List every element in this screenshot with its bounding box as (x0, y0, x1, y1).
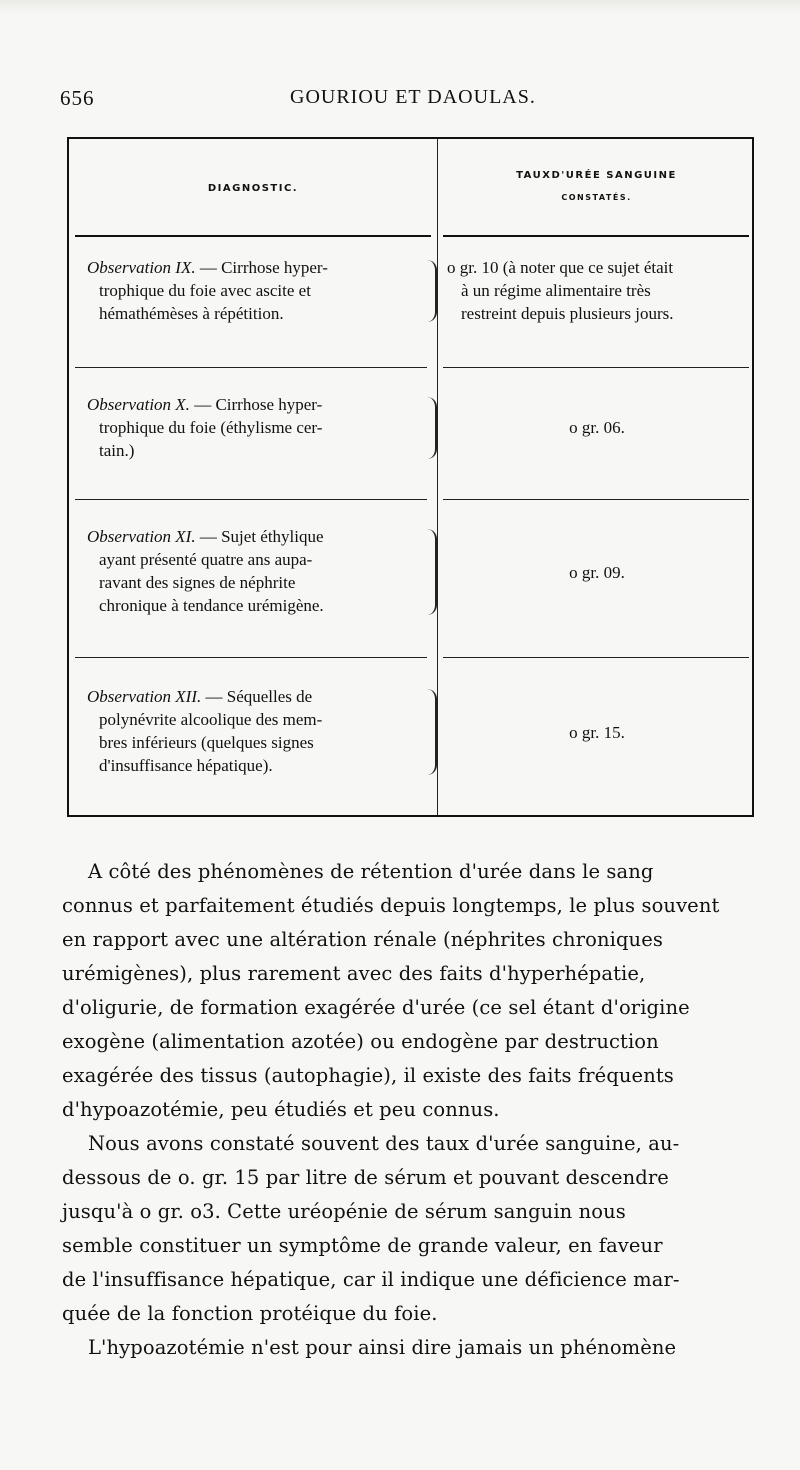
diagnostic-line: polynévrite alcoolique des mem- (99, 710, 323, 729)
diagnostic-line: chronique à tendance urémigène. (99, 596, 324, 615)
body-text (62, 855, 767, 1365)
brace (425, 529, 437, 615)
row-rule-left (75, 367, 427, 368)
diagnostic-line: trophique du foie (éthylisme cer- (99, 418, 323, 437)
text-line: quée de la fonction protéique du foie. (62, 1302, 438, 1325)
row-rule-right (443, 367, 749, 368)
header-rule-left (75, 235, 431, 237)
text-line: dessous de o. gr. 15 par litre de sérum et pouvant descendre (62, 1166, 669, 1189)
text-line: d'oligurie, de formation exagérée d'urée (ce sel étant d'origine (62, 996, 690, 1019)
brace (425, 689, 437, 775)
column-header-diagnostic: DIAGNOSTIC. (207, 183, 299, 194)
brace (425, 397, 437, 459)
text-line: Nous avons constaté souvent des taux d'urée sanguine, au- (88, 1132, 680, 1155)
diagnostic-line: hémathémèses à répétition. (99, 304, 284, 323)
observation-label: Observation X. (87, 395, 190, 414)
text-line: urémigènes), plus rarement avec des faits d'hyperhépatie, (62, 962, 646, 985)
text-line: exogène (alimentation azotée) ou endogène par destruction (62, 1030, 659, 1053)
running-head: GOURIOU ET DAOULAS. (290, 86, 536, 108)
results-table (67, 137, 754, 817)
text-line: en rapport avec une altération rénale (néphrites chroniques (62, 928, 663, 951)
diagnostic-line: — Sujet éthylique (199, 527, 324, 546)
uree-value-line: à un régime alimentaire très (461, 281, 651, 300)
text-line: A côté des phénomènes de rétention d'urée dans le sang (88, 860, 654, 883)
row-rule-right (443, 657, 749, 658)
observation-label: Observation IX. (87, 258, 196, 277)
diagnostic-cell (87, 525, 427, 617)
diagnostic-cell (87, 685, 427, 777)
diagnostic-line: bres inférieurs (quelques signes (99, 733, 314, 752)
text-line: exagérée des tissus (autophagie), il existe des faits fréquents (62, 1064, 674, 1087)
text-line: L'hypoazotémie n'est pour ainsi dire jamais un phénomène (88, 1336, 677, 1359)
text-line: jusqu'à o gr. o3. Cette uréopénie de sérum sanguin nous (62, 1200, 626, 1223)
row-rule-left (75, 657, 427, 658)
observation-label: Observation XI. (87, 527, 196, 546)
text-line: de l'insuffisance hépatique, car il indique une déficience mar- (62, 1268, 680, 1291)
diagnostic-line: trophique du foie avec ascite et (99, 281, 311, 300)
diagnostic-cell (87, 393, 427, 462)
uree-value-cell (447, 256, 747, 325)
uree-value-cell: o gr. 06. (569, 418, 625, 437)
page-edge (0, 0, 800, 14)
diagnostic-line: ayant présenté quatre ans aupa- (99, 550, 313, 569)
diagnostic-line: — Séquelles de (205, 687, 313, 706)
text-line: connus et parfaitement étudiés depuis longtemps, le plus souvent (62, 894, 720, 917)
column-header-uree (439, 165, 754, 209)
row-rule-left (75, 499, 427, 500)
uree-value-line: restreint depuis plusieurs jours. (461, 304, 674, 323)
page-header (60, 86, 760, 116)
observation-label: Observation XII. (87, 687, 202, 706)
uree-value-cell: o gr. 15. (569, 723, 625, 742)
diagnostic-line: d'insuffisance hépatique). (99, 756, 273, 775)
row-rule-right (443, 499, 749, 500)
column-header-uree-line2: CONSTATÉS. (561, 193, 632, 202)
diagnostic-line: ravant des signes de néphrite (99, 573, 296, 592)
diagnostic-line: tain.) (99, 441, 135, 460)
text-line: semble constituer un symptôme de grande valeur, en faveur (62, 1234, 663, 1257)
column-separator (437, 139, 438, 815)
text-line: d'hypoazotémie, peu étudiés et peu connus. (62, 1098, 500, 1121)
uree-value-line: o gr. 10 (à noter que ce sujet était (447, 258, 674, 277)
uree-value-cell: o gr. 09. (569, 563, 625, 582)
diagnostic-line: — Cirrhose hyper- (194, 395, 323, 414)
diagnostic-line: — Cirrhose hyper- (199, 258, 328, 277)
brace (425, 260, 437, 322)
header-rule-right (443, 235, 749, 237)
diagnostic-cell (87, 256, 427, 325)
column-header-uree-line1: TAUXD'URÉE SANGUINE (516, 170, 677, 181)
page-number: 656 (60, 86, 95, 110)
